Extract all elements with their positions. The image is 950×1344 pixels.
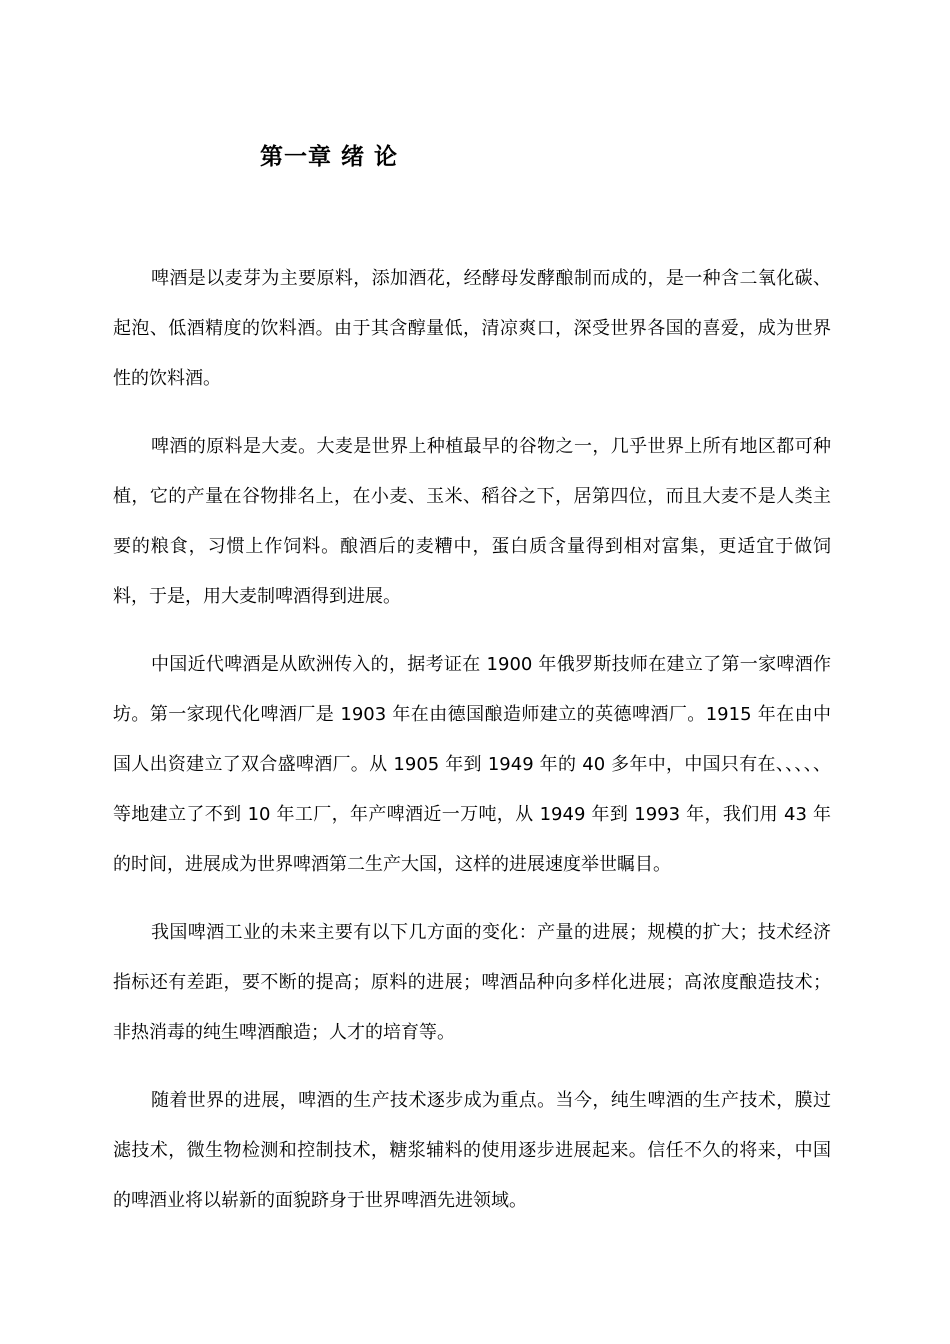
chapter-title: 第一章 绪 论	[260, 144, 399, 170]
paragraph-future: 我国啤酒工业的未来主要有以下几方面的变化：产量的进展；规模的扩大；技术经济指标还有差距，要不断的提高；原料的进展；啤酒品种向多样化进展；高浓度酿造技术；非热消毒的纯生啤酒酿造；人才的培育等。	[113, 922, 831, 1043]
paragraph-technology: 随着世界的进展，啤酒的生产技术逐步成为重点。当今，纯生啤酒的生产技术，膜过滤技术，微生物检测和控制技术，糖浆辅料的使用逐步进展起来。信任不久的将来，中国的啤酒业将以崭新的面貌跻身于世界啤酒先进领域。	[113, 1090, 831, 1211]
body-text	[113, 254, 831, 1244]
paragraph-raw-material: 啤酒的原料是大麦。大麦是世界上种植最早的谷物之一，几乎世界上所有地区都可种植，它的产量在谷物排名上，在小麦、玉米、稻谷之下，居第四位，而且大麦不是人类主要的粮食，习惯上作饲料。酿酒后的麦糟中，蛋白质含量得到相对富集，更适宜于做饲料，于是，用大麦制啤酒得到进展。	[113, 436, 831, 607]
paragraph-history: 中国近代啤酒是从欧洲传入的，据考证在 1900 年俄罗斯技师在建立了第一家啤酒作坊。第一家现代化啤酒厂是 1903 年在由德国酿造师建立的英德啤酒厂。1915 年在由中国人出资建立了双合盛啤酒厂。从 1905 年到 1949 年的 40 多年中，中国只有在、、、、、等地建立了不到 10 年工厂，年产啤酒近一万吨，从 1949 年到 1993 年，我们用 43 年的时间，进展成为世界啤酒第二生产大国，这样的进展速度举世瞩目。	[113, 654, 831, 875]
paragraph-intro: 啤酒是以麦芽为主要原料，添加酒花，经酵母发酵酿制而成的，是一种含二氧化碳、起泡、低酒精度的饮料酒。由于其含醇量低，清凉爽口，深受世界各国的喜爱，成为世界性的饮料酒。	[113, 268, 831, 389]
